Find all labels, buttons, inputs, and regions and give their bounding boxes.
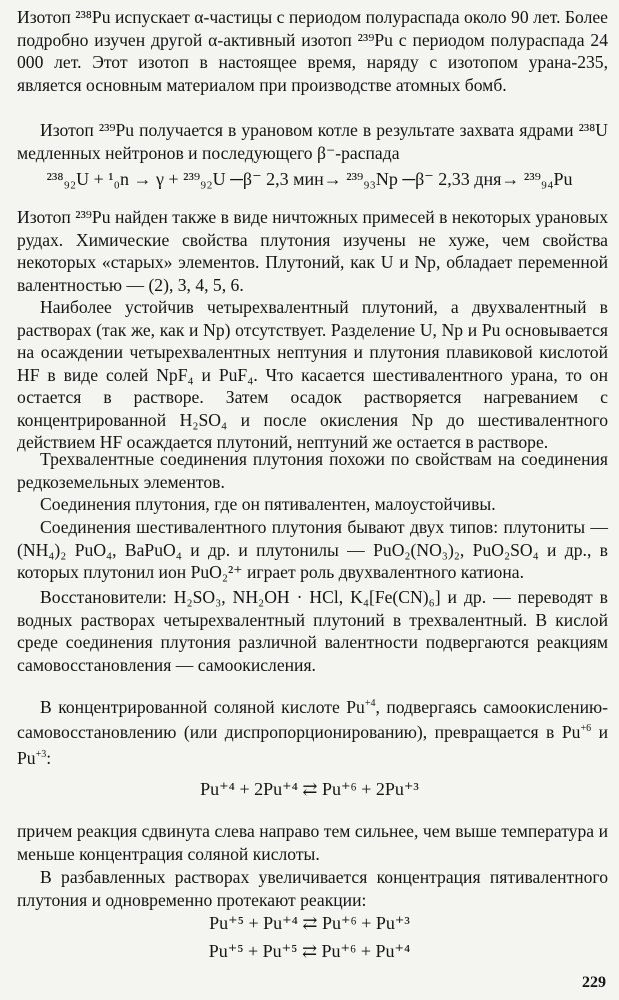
equation-disproportionation-1-text: Pu⁺⁴ + 2Pu⁺⁴ ⇄ Pu⁺⁶ + 2Pu⁺³: [200, 779, 419, 799]
pu-symbol: Pu: [17, 747, 36, 768]
paragraph-plutonium-valence: Изотоп ²³⁹Pu найден также в виде ничтожных примесей в некоторых урановых рудах. Химические свойства плутония изучены не хуже, чем свойства некоторых «старых» элементов. Плутоний, как U и Np, обладает переменной валентностью — (2), 3, 4, 5, 6.: [17, 207, 608, 295]
para9-a: В концентрированной соляной кислоте: [40, 696, 347, 717]
paragraph-dilute-solutions: В разбавленных растворах увеличивается концентрация пятивалентного плутония и одновременно протекают реакции:: [17, 867, 608, 910]
paragraph-trivalent: Трехвалентные соединения плутония похожи по свойствам на соединения редкоземельных элементов.: [17, 449, 608, 492]
equation-disproportionation-3-text: Pu⁺⁵ + Pu⁺⁵ ⇄ Pu⁺⁶ + Pu⁺⁴: [208, 941, 411, 961]
equation-disproportionation-1: [0, 778, 619, 800]
pu-symbol: Pu: [561, 722, 581, 743]
charge-label: +4: [364, 698, 376, 709]
para9-c: и: [591, 722, 608, 743]
paragraph-separation: Наиболее устойчив четырехвалентный плутоний, а двухвалентный в растворах (так же, как и Np) отсутствует. Разделение U, Np и Pu основывается на осаждении четырехвалентных нептуния и плутония плавиковой кислотой HF в виде солей NpF₄ и PuF₄. Что касается шестивалентного урана, то он остается в растворе. Затем осадок растворяется нагреванием с концентрированной H₂SO₄ и после окисления Np до шестивалентного действием HF осаждается плутоний, нептуний же остается в растворе.: [17, 297, 608, 452]
paragraph-equilibrium-shift: причем реакция сдвинута слева направо тем сильнее, чем выше температура и меньше концентрация соляной кислоты.: [17, 821, 608, 864]
equation-disproportionation-3: [0, 940, 619, 962]
paragraph-pentavalent: Соединения плутония, где он пятивалентен, малоустойчивы.: [40, 494, 496, 514]
equation-beta-decay-text: ²³⁸₉₂U + ¹₀n → γ + ²³⁹₉₂U ─β⁻ 2,3 мин→ ²³⁹₉₃Np ─β⁻ 2,33 дня→ ²³⁹₉₄Pu: [46, 169, 573, 189]
equation-beta-decay: [0, 168, 619, 190]
pu3-symbol: [17, 748, 46, 768]
para9-d: :: [46, 747, 52, 768]
paragraph-pu239-production: Изотоп ²³⁹Pu получается в урановом котле в результате захвата ядрами ²³⁸U медленных нейтронов и последующего β⁻-распада: [17, 120, 608, 163]
paragraph-hcl-disproportionation: [17, 693, 608, 769]
paragraph-reductants: Восстановители: H₂SO₃, NH₂OH · HCl, K₄[Fe(CN)₆] и др. — переводят в водных растворах четырехвалентный плутоний в трехвалентный. В кислой среде соединения плутония различной валентности подвергаются реакциям самовосстановления — самоокисления.: [17, 587, 608, 675]
paragraph-hexavalent: Соединения шестивалентного плутония бывают двух типов: плутониты — (NH₄)₂ PuO₄, BaPuO₄ и др. и плутонилы — PuO₂(NO₃)₂, PuO₂SO₄ и др., в которых плутонил ион PuO₂²⁺ играет роль двухвалентного катиона.: [17, 517, 608, 582]
paragraph-pu238: Изотоп ²³⁸Pu испускает α-частицы с периодом полураспада около 90 лет. Более подробно изучен другой α-активный изотоп ²³⁹Pu с периодом полураспада 24 000 лет. Этот изотоп в настоящее время, наряду с изотопом урана-235, является основным материалом при производстве атомных бомб.: [17, 7, 608, 95]
equation-disproportionation-2: [0, 912, 619, 934]
pu6-symbol: [562, 722, 591, 742]
pu-symbol: Pu: [346, 696, 365, 717]
page-number: 229: [582, 974, 606, 991]
para9-b: , подвергаясь самоокислению-самовосстановлению (или диспропорционированию), превращается в: [17, 696, 608, 743]
pu4-symbol: [346, 697, 375, 717]
charge-label: +6: [580, 723, 592, 735]
equation-disproportionation-2-text: Pu⁺⁵ + Pu⁺⁴ ⇄ Pu⁺⁶ + Pu⁺³: [209, 913, 410, 933]
charge-label: +3: [35, 748, 47, 760]
